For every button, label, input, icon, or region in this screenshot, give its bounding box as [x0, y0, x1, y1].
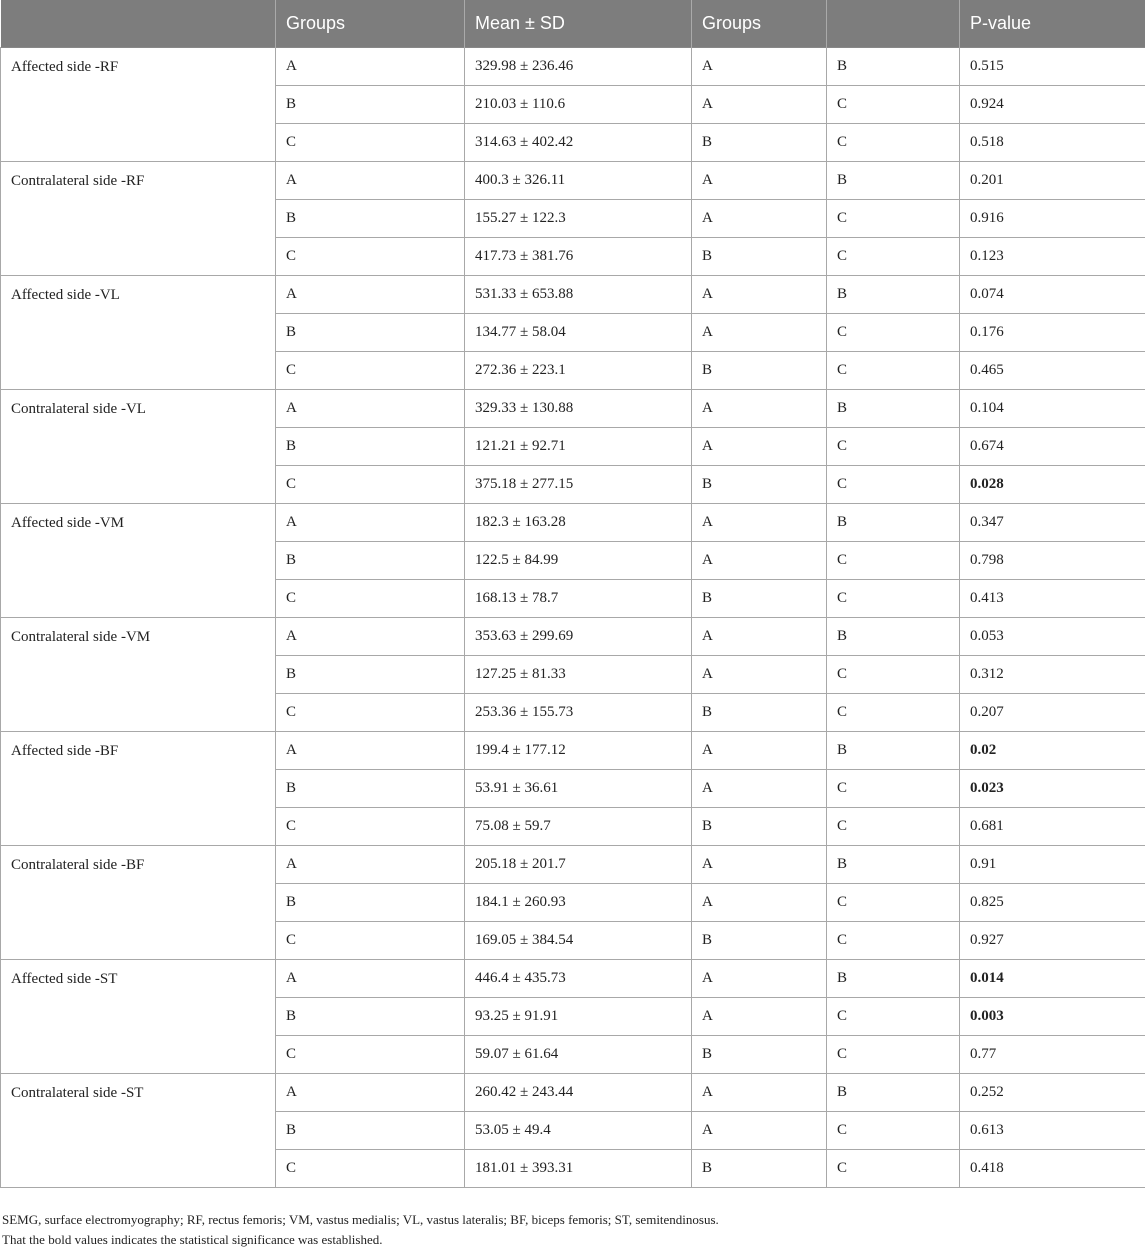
p-value-cell: 0.825 [960, 883, 1145, 921]
group-cell: C [276, 351, 465, 389]
comparison-group-1-cell: A [692, 731, 827, 769]
mean-sd-cell: 260.42 ± 243.44 [465, 1073, 692, 1111]
group-cell: B [276, 199, 465, 237]
comparison-group-1-cell: A [692, 313, 827, 351]
comparison-group-2-cell: C [827, 883, 960, 921]
comparison-group-1-cell: B [692, 237, 827, 275]
p-value-cell: 0.465 [960, 351, 1145, 389]
p-value-cell: 0.347 [960, 503, 1145, 541]
table-header-row [1, 0, 1145, 47]
row-label-cell: Contralateral side -ST [1, 1073, 276, 1187]
group-cell: C [276, 465, 465, 503]
comparison-group-2-cell: C [827, 85, 960, 123]
comparison-group-2-cell: C [827, 1111, 960, 1149]
mean-sd-cell: 121.21 ± 92.71 [465, 427, 692, 465]
comparison-group-1-cell: B [692, 1035, 827, 1073]
comparison-group-1-cell: A [692, 769, 827, 807]
mean-sd-cell: 75.08 ± 59.7 [465, 807, 692, 845]
group-cell: A [276, 503, 465, 541]
comparison-group-2-cell: C [827, 427, 960, 465]
table-body [1, 47, 1145, 1187]
p-value-cell: 0.518 [960, 123, 1145, 161]
group-cell: A [276, 617, 465, 655]
mean-sd-cell: 417.73 ± 381.76 [465, 237, 692, 275]
row-label-cell: Affected side -RF [1, 47, 276, 161]
comparison-group-1-cell: A [692, 199, 827, 237]
comparison-group-1-cell: A [692, 959, 827, 997]
comparison-group-1-cell: A [692, 161, 827, 199]
group-cell: B [276, 1111, 465, 1149]
comparison-group-2-cell: B [827, 389, 960, 427]
comparison-group-2-cell: B [827, 845, 960, 883]
p-value-cell: 0.176 [960, 313, 1145, 351]
mean-sd-cell: 53.05 ± 49.4 [465, 1111, 692, 1149]
mean-sd-cell: 199.4 ± 177.12 [465, 731, 692, 769]
group-cell: B [276, 655, 465, 693]
header-cell-mean-sd: Mean ± SD [465, 0, 692, 47]
mean-sd-cell: 155.27 ± 122.3 [465, 199, 692, 237]
comparison-group-1-cell: B [692, 807, 827, 845]
p-value-cell: 0.02 [960, 731, 1145, 769]
p-value-cell: 0.413 [960, 579, 1145, 617]
group-cell: B [276, 997, 465, 1035]
mean-sd-cell: 314.63 ± 402.42 [465, 123, 692, 161]
comparison-group-1-cell: B [692, 1149, 827, 1187]
comparison-group-2-cell: B [827, 617, 960, 655]
comparison-group-1-cell: A [692, 617, 827, 655]
comparison-group-2-cell: C [827, 921, 960, 959]
comparison-group-1-cell: A [692, 655, 827, 693]
group-cell: B [276, 541, 465, 579]
group-cell: B [276, 769, 465, 807]
mean-sd-cell: 353.63 ± 299.69 [465, 617, 692, 655]
comparison-group-2-cell: C [827, 655, 960, 693]
header-cell-comparison-groups-2 [827, 0, 960, 47]
comparison-group-2-cell: C [827, 237, 960, 275]
comparison-group-1-cell: B [692, 921, 827, 959]
mean-sd-cell: 182.3 ± 163.28 [465, 503, 692, 541]
row-label-cell: Affected side -VL [1, 275, 276, 389]
mean-sd-cell: 205.18 ± 201.7 [465, 845, 692, 883]
mean-sd-cell: 184.1 ± 260.93 [465, 883, 692, 921]
mean-sd-cell: 53.91 ± 36.61 [465, 769, 692, 807]
group-cell: A [276, 959, 465, 997]
comparison-group-2-cell: C [827, 1149, 960, 1187]
p-value-cell: 0.207 [960, 693, 1145, 731]
table-row [1, 47, 1145, 85]
row-label-cell: Contralateral side -BF [1, 845, 276, 959]
row-label-cell: Affected side -ST [1, 959, 276, 1073]
table-row [1, 161, 1145, 199]
table-row [1, 845, 1145, 883]
group-cell: A [276, 275, 465, 313]
comparison-group-1-cell: B [692, 693, 827, 731]
comparison-group-2-cell: C [827, 579, 960, 617]
p-value-cell: 0.023 [960, 769, 1145, 807]
mean-sd-cell: 134.77 ± 58.04 [465, 313, 692, 351]
group-cell: B [276, 427, 465, 465]
comparison-group-1-cell: A [692, 47, 827, 85]
comparison-group-2-cell: B [827, 47, 960, 85]
p-value-cell: 0.418 [960, 1149, 1145, 1187]
comparison-group-1-cell: B [692, 465, 827, 503]
p-value-cell: 0.312 [960, 655, 1145, 693]
p-value-cell: 0.028 [960, 465, 1145, 503]
group-cell: C [276, 579, 465, 617]
p-value-cell: 0.91 [960, 845, 1145, 883]
row-label-cell: Contralateral side -VM [1, 617, 276, 731]
comparison-group-2-cell: C [827, 199, 960, 237]
table-footnotes [2, 1210, 719, 1250]
header-cell-label [1, 0, 276, 47]
p-value-cell: 0.916 [960, 199, 1145, 237]
mean-sd-cell: 122.5 ± 84.99 [465, 541, 692, 579]
p-value-cell: 0.003 [960, 997, 1145, 1035]
comparison-group-1-cell: A [692, 275, 827, 313]
p-value-cell: 0.674 [960, 427, 1145, 465]
comparison-group-1-cell: A [692, 845, 827, 883]
p-value-cell: 0.074 [960, 275, 1145, 313]
p-value-cell: 0.123 [960, 237, 1145, 275]
group-cell: A [276, 845, 465, 883]
mean-sd-cell: 127.25 ± 81.33 [465, 655, 692, 693]
mean-sd-cell: 329.33 ± 130.88 [465, 389, 692, 427]
group-cell: A [276, 731, 465, 769]
p-value-cell: 0.252 [960, 1073, 1145, 1111]
group-cell: A [276, 1073, 465, 1111]
mean-sd-cell: 531.33 ± 653.88 [465, 275, 692, 313]
footnote-abbreviations: SEMG, surface electromyography; RF, rectus femoris; VM, vastus medialis; VL, vastus lateralis; BF, biceps femoris; ST, semitendinosus. [2, 1210, 719, 1230]
p-value-cell: 0.613 [960, 1111, 1145, 1149]
mean-sd-cell: 329.98 ± 236.46 [465, 47, 692, 85]
p-value-cell: 0.515 [960, 47, 1145, 85]
comparison-group-2-cell: C [827, 351, 960, 389]
mean-sd-cell: 253.36 ± 155.73 [465, 693, 692, 731]
group-cell: C [276, 693, 465, 731]
comparison-group-1-cell: B [692, 579, 827, 617]
row-label-cell: Affected side -BF [1, 731, 276, 845]
comparison-group-1-cell: A [692, 883, 827, 921]
comparison-group-2-cell: C [827, 123, 960, 161]
comparison-group-2-cell: C [827, 1035, 960, 1073]
header-cell-groups: Groups [276, 0, 465, 47]
p-value-cell: 0.77 [960, 1035, 1145, 1073]
group-cell: C [276, 237, 465, 275]
mean-sd-cell: 446.4 ± 435.73 [465, 959, 692, 997]
group-cell: C [276, 807, 465, 845]
group-cell: C [276, 1149, 465, 1187]
row-label-cell: Contralateral side -RF [1, 161, 276, 275]
p-value-cell: 0.053 [960, 617, 1145, 655]
comparison-group-2-cell: C [827, 997, 960, 1035]
group-cell: C [276, 123, 465, 161]
comparison-group-2-cell: B [827, 959, 960, 997]
table-row [1, 959, 1145, 997]
comparison-group-1-cell: B [692, 351, 827, 389]
comparison-group-2-cell: C [827, 693, 960, 731]
comparison-group-1-cell: A [692, 1111, 827, 1149]
row-label-cell: Contralateral side -VL [1, 389, 276, 503]
group-cell: A [276, 161, 465, 199]
header-cell-comparison-groups: Groups [692, 0, 827, 47]
comparison-group-2-cell: C [827, 313, 960, 351]
comparison-group-2-cell: C [827, 465, 960, 503]
comparison-group-2-cell: C [827, 541, 960, 579]
group-cell: B [276, 85, 465, 123]
p-value-cell: 0.201 [960, 161, 1145, 199]
table-row [1, 275, 1145, 313]
comparison-group-2-cell: B [827, 503, 960, 541]
group-cell: C [276, 1035, 465, 1073]
group-cell: A [276, 389, 465, 427]
comparison-group-2-cell: B [827, 275, 960, 313]
table-row [1, 503, 1145, 541]
table-row [1, 731, 1145, 769]
table-row [1, 389, 1145, 427]
comparison-group-1-cell: A [692, 541, 827, 579]
mean-sd-cell: 400.3 ± 326.11 [465, 161, 692, 199]
comparison-group-1-cell: A [692, 503, 827, 541]
mean-sd-cell: 210.03 ± 110.6 [465, 85, 692, 123]
mean-sd-cell: 93.25 ± 91.91 [465, 997, 692, 1035]
comparison-group-2-cell: B [827, 161, 960, 199]
row-label-cell: Affected side -VM [1, 503, 276, 617]
mean-sd-cell: 272.36 ± 223.1 [465, 351, 692, 389]
group-cell: B [276, 313, 465, 351]
mean-sd-cell: 169.05 ± 384.54 [465, 921, 692, 959]
mean-sd-cell: 375.18 ± 277.15 [465, 465, 692, 503]
mean-sd-cell: 181.01 ± 393.31 [465, 1149, 692, 1187]
comparison-group-1-cell: A [692, 85, 827, 123]
p-value-cell: 0.927 [960, 921, 1145, 959]
comparison-group-2-cell: B [827, 731, 960, 769]
table-row [1, 617, 1145, 655]
p-value-cell: 0.681 [960, 807, 1145, 845]
header-cell-p-value: P-value [960, 0, 1145, 47]
comparison-group-1-cell: A [692, 997, 827, 1035]
group-cell: B [276, 883, 465, 921]
group-cell: C [276, 921, 465, 959]
comparison-group-2-cell: C [827, 807, 960, 845]
group-cell: A [276, 47, 465, 85]
p-value-cell: 0.924 [960, 85, 1145, 123]
comparison-group-2-cell: B [827, 1073, 960, 1111]
mean-sd-cell: 168.13 ± 78.7 [465, 579, 692, 617]
comparison-group-1-cell: A [692, 1073, 827, 1111]
comparison-group-1-cell: A [692, 427, 827, 465]
mean-sd-cell: 59.07 ± 61.64 [465, 1035, 692, 1073]
p-value-cell: 0.014 [960, 959, 1145, 997]
comparison-group-1-cell: A [692, 389, 827, 427]
footnote-significance: That the bold values indicates the statistical significance was established. [2, 1230, 719, 1250]
comparison-group-2-cell: C [827, 769, 960, 807]
p-value-cell: 0.798 [960, 541, 1145, 579]
p-value-cell: 0.104 [960, 389, 1145, 427]
comparison-group-1-cell: B [692, 123, 827, 161]
table-row [1, 1073, 1145, 1111]
